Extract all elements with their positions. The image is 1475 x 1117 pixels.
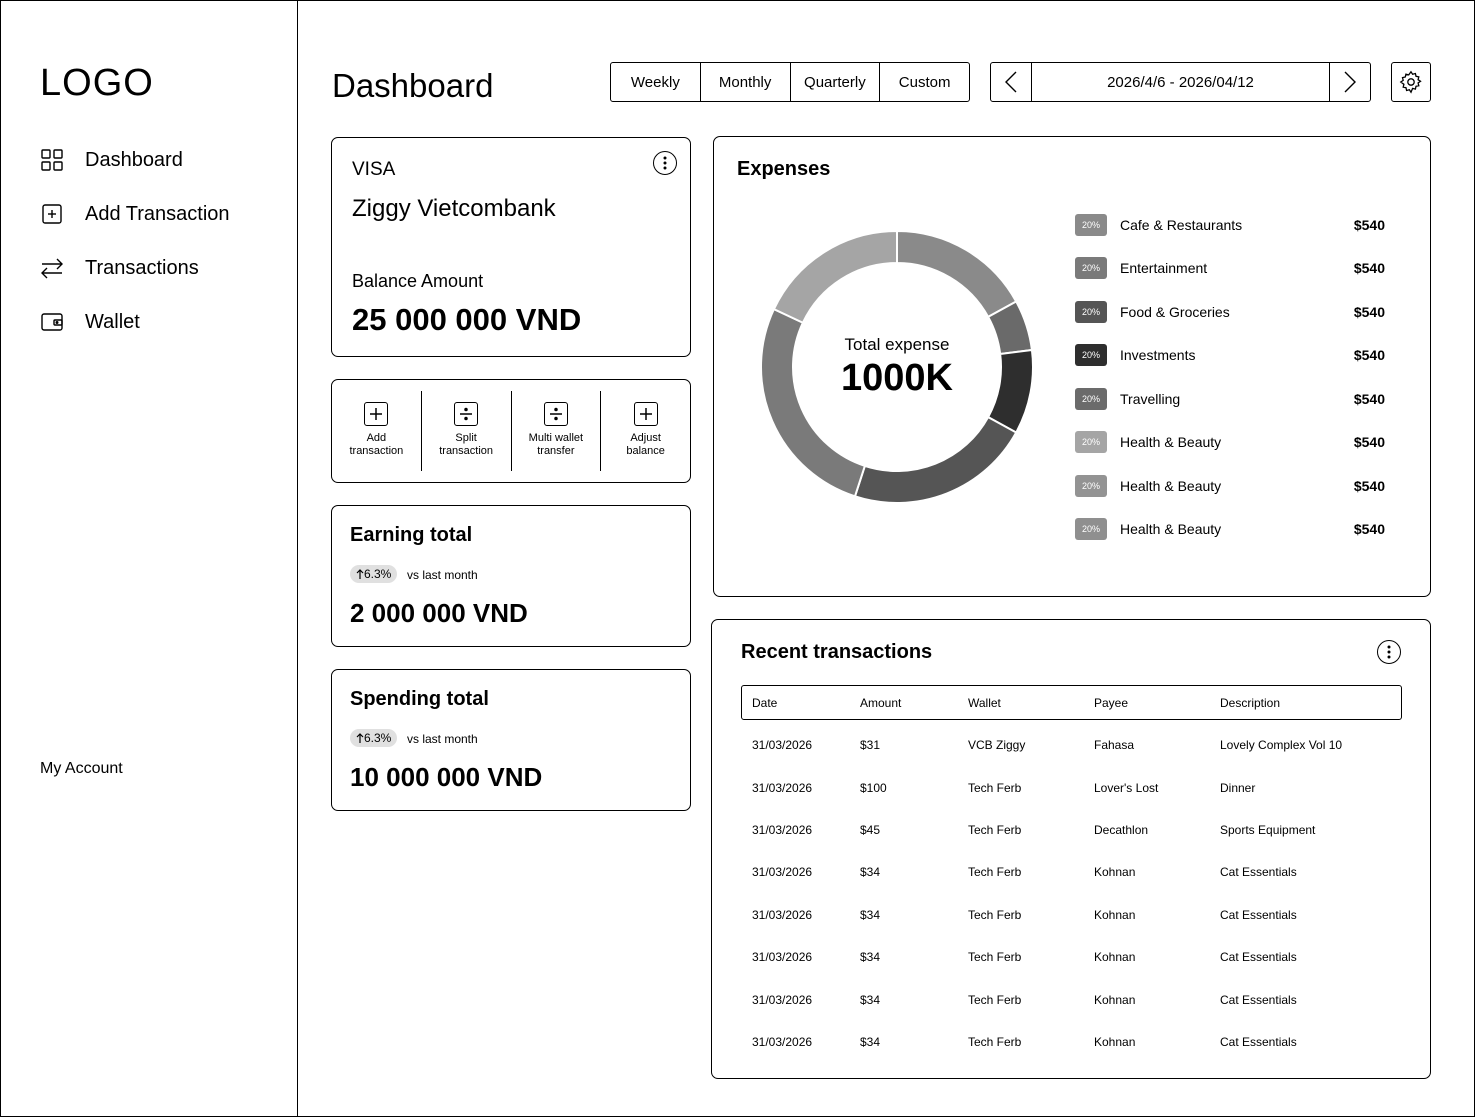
- row-wallet: Tech Ferb: [968, 950, 1022, 965]
- period-custom[interactable]: Custom: [898, 73, 951, 91]
- legend-amount: $540: [1353, 390, 1385, 407]
- next-range-button[interactable]: [1329, 63, 1370, 101]
- table-row[interactable]: [741, 936, 1402, 978]
- row-description: Cat Essentials: [1220, 907, 1297, 922]
- wallet-card: [331, 137, 691, 357]
- sidebar-item-dashboard[interactable]: [40, 133, 230, 187]
- legend-percent-chip: 20%: [1075, 301, 1107, 323]
- quick-actions: [331, 379, 691, 483]
- arrow-up-icon: [356, 569, 364, 579]
- spending-total-card: [331, 669, 691, 811]
- grid-icon: [40, 148, 64, 172]
- multi-wallet-transfer-action[interactable]: [512, 391, 602, 471]
- wallet-menu-button[interactable]: [653, 151, 677, 175]
- row-description: Dinner: [1220, 780, 1256, 795]
- legend-item[interactable]: [1075, 290, 1385, 334]
- legend-percent-chip: 20%: [1075, 518, 1107, 540]
- row-payee: Decathlon: [1094, 822, 1149, 837]
- legend-category-name: Entertainment: [1120, 260, 1208, 277]
- date-range-picker: [990, 62, 1371, 102]
- earning-compare: vs last month: [407, 568, 478, 582]
- row-payee: Kohnan: [1094, 950, 1136, 965]
- row-date: 31/03/2026: [752, 780, 813, 795]
- row-description: Sports Equipment: [1220, 822, 1316, 837]
- row-amount: $31: [860, 738, 881, 753]
- legend-amount: $540: [1353, 347, 1385, 364]
- row-date: 31/03/2026: [752, 950, 813, 965]
- row-payee: Kohnan: [1094, 865, 1136, 880]
- adjust-balance-action[interactable]: [601, 391, 690, 471]
- legend-category-name: Health & Beauty: [1120, 477, 1222, 494]
- row-date: 31/03/2026: [752, 738, 813, 753]
- column-payee[interactable]: Payee: [1094, 695, 1129, 710]
- earning-change: 6.3%: [364, 567, 392, 581]
- divide-box-icon: [454, 402, 478, 426]
- sidebar-item-label: Wallet: [85, 310, 140, 333]
- plus-box-icon: [634, 402, 658, 426]
- row-amount: $34: [860, 1034, 881, 1049]
- transactions-list: [741, 724, 1402, 1063]
- donut-segment[interactable]: [855, 417, 1016, 503]
- legend-amount: $540: [1353, 260, 1385, 277]
- legend-percent-chip: 20%: [1075, 257, 1107, 279]
- period-weekly[interactable]: Weekly: [611, 63, 701, 101]
- legend-item[interactable]: [1075, 203, 1385, 247]
- row-date: 31/03/2026: [752, 1034, 813, 1049]
- period-selector: [610, 62, 970, 102]
- swap-arrows-icon: [40, 256, 64, 280]
- table-row[interactable]: [741, 724, 1402, 766]
- my-account-link[interactable]: My Account: [40, 760, 123, 777]
- legend-item[interactable]: [1075, 464, 1385, 508]
- spending-change: 6.3%: [364, 731, 392, 745]
- row-wallet: VCB Ziggy: [968, 738, 1026, 753]
- row-description: Lovely Complex Vol 10: [1220, 738, 1343, 753]
- add-transaction-action[interactable]: [332, 391, 422, 471]
- donut-segment[interactable]: [774, 231, 897, 323]
- sidebar: [0, 0, 298, 1117]
- sidebar-item-add-transaction[interactable]: [40, 187, 230, 241]
- column-wallet[interactable]: Wallet: [968, 695, 1001, 710]
- row-date: 31/03/2026: [752, 907, 813, 922]
- row-description: Cat Essentials: [1220, 1034, 1297, 1049]
- legend-percent-chip: 20%: [1075, 475, 1107, 497]
- column-date[interactable]: Date: [752, 695, 778, 710]
- table-header: [741, 685, 1402, 720]
- row-amount: $34: [860, 865, 881, 880]
- recent-transactions-card: [711, 619, 1431, 1079]
- row-amount: $34: [860, 992, 881, 1007]
- date-range-display[interactable]: 2026/4/6 - 2026/04/12: [1107, 73, 1254, 91]
- legend-item[interactable]: [1075, 334, 1385, 378]
- row-amount: $100: [860, 780, 887, 795]
- column-description[interactable]: Description: [1220, 695, 1281, 710]
- spending-change-badge: [350, 729, 397, 747]
- spending-title: Spending total: [350, 688, 489, 710]
- expenses-title: Expenses: [737, 158, 831, 180]
- page-title: Dashboard: [332, 67, 494, 104]
- row-description: Cat Essentials: [1220, 950, 1297, 965]
- recent-title: Recent transactions: [741, 641, 933, 663]
- total-expense-label: Total expense: [844, 334, 950, 354]
- sidebar-item-label: Transactions: [85, 256, 199, 279]
- card-brand: VISA: [352, 159, 396, 180]
- legend-category-name: Investments: [1120, 347, 1196, 364]
- wallet-icon: [40, 310, 64, 334]
- balance-label: Balance Amount: [352, 271, 484, 291]
- gear-icon: [1399, 70, 1423, 94]
- action-label: Split transaction: [439, 432, 494, 457]
- row-description: Cat Essentials: [1220, 992, 1297, 1007]
- earning-total-card: [331, 505, 691, 647]
- wallet-name: Ziggy Vietcombank: [352, 195, 556, 222]
- table-row[interactable]: [741, 1021, 1402, 1063]
- plus-box-icon: [364, 402, 388, 426]
- more-vertical-icon: [663, 156, 667, 170]
- plus-square-icon: [40, 202, 64, 226]
- row-date: 31/03/2026: [752, 992, 813, 1007]
- row-wallet: Tech Ferb: [968, 1034, 1022, 1049]
- table-row[interactable]: [741, 978, 1402, 1020]
- expenses-donut-chart: [761, 231, 1033, 503]
- row-amount: $45: [860, 822, 881, 837]
- donut-segment[interactable]: [897, 231, 1016, 317]
- chevron-right-icon: [1343, 70, 1357, 94]
- row-payee: Kohnan: [1094, 907, 1136, 922]
- legend-amount: $540: [1353, 521, 1385, 538]
- action-label: Multi wallet transfer: [528, 432, 584, 457]
- row-payee: Kohnan: [1094, 1034, 1136, 1049]
- legend-percent-chip: 20%: [1075, 388, 1107, 410]
- action-label: Add transaction: [349, 432, 404, 457]
- legend-amount: $540: [1353, 303, 1385, 320]
- recent-menu-button[interactable]: [1377, 640, 1401, 664]
- settings-button[interactable]: [1391, 62, 1431, 102]
- legend-item[interactable]: [1075, 247, 1385, 291]
- sidebar-item-label: Add Transaction: [85, 202, 230, 225]
- legend-item[interactable]: [1075, 508, 1385, 552]
- earning-title: Earning total: [350, 524, 473, 546]
- row-wallet: Tech Ferb: [968, 822, 1022, 837]
- sidebar-item-wallet[interactable]: [40, 295, 230, 349]
- table-row[interactable]: [741, 766, 1402, 808]
- action-label: Adjust balance: [626, 432, 665, 457]
- legend-amount: $540: [1353, 434, 1385, 451]
- row-payee: Fahasa: [1094, 738, 1135, 753]
- row-amount: $34: [860, 907, 881, 922]
- divide-box-icon: [544, 402, 568, 426]
- previous-range-button[interactable]: [991, 63, 1032, 101]
- legend-category-name: Cafe & Restaurants: [1120, 216, 1243, 233]
- table-row[interactable]: [741, 851, 1402, 893]
- sidebar-item-label: Dashboard: [85, 148, 183, 171]
- column-amount[interactable]: Amount: [860, 695, 902, 710]
- legend-item[interactable]: [1075, 377, 1385, 421]
- expenses-card: [713, 136, 1431, 597]
- row-amount: $34: [860, 950, 881, 965]
- chevron-left-icon: [1004, 70, 1018, 94]
- legend-percent-chip: 20%: [1075, 431, 1107, 453]
- earning-amount: 2 000 000 VND: [350, 598, 528, 628]
- legend-item[interactable]: [1075, 421, 1385, 465]
- legend-category-name: Health & Beauty: [1120, 521, 1222, 538]
- legend-percent-chip: 20%: [1075, 344, 1107, 366]
- more-vertical-icon: [1387, 645, 1391, 659]
- logo: LOGO: [40, 62, 154, 104]
- row-payee: Lover's Lost: [1094, 780, 1159, 795]
- arrow-up-icon: [356, 733, 364, 743]
- legend-amount: $540: [1353, 216, 1385, 233]
- earning-change-badge: [350, 565, 397, 583]
- spending-compare: vs last month: [407, 732, 478, 746]
- expenses-legend: [1075, 203, 1385, 551]
- row-date: 31/03/2026: [752, 822, 813, 837]
- legend-percent-chip: 20%: [1075, 214, 1107, 236]
- period-quarterly[interactable]: Quarterly: [791, 63, 881, 101]
- sidebar-item-transactions[interactable]: [40, 241, 230, 295]
- row-description: Cat Essentials: [1220, 865, 1297, 880]
- table-row[interactable]: [741, 894, 1402, 936]
- row-date: 31/03/2026: [752, 865, 813, 880]
- row-wallet: Tech Ferb: [968, 907, 1022, 922]
- row-wallet: Tech Ferb: [968, 992, 1022, 1007]
- row-wallet: Tech Ferb: [968, 780, 1022, 795]
- sidebar-nav: [40, 133, 230, 349]
- donut-segment[interactable]: [761, 309, 865, 496]
- split-transaction-action[interactable]: [422, 391, 512, 471]
- total-expense-value: 1000K: [841, 356, 953, 399]
- table-row[interactable]: [741, 809, 1402, 851]
- balance-amount: 25 000 000 VND: [352, 302, 582, 337]
- legend-category-name: Travelling: [1120, 390, 1181, 407]
- period-monthly[interactable]: Monthly: [701, 63, 791, 101]
- legend-category-name: Food & Groceries: [1120, 303, 1230, 320]
- legend-category-name: Health & Beauty: [1120, 434, 1222, 451]
- row-wallet: Tech Ferb: [968, 865, 1022, 880]
- row-payee: Kohnan: [1094, 992, 1136, 1007]
- spending-amount: 10 000 000 VND: [350, 762, 543, 792]
- legend-amount: $540: [1353, 477, 1385, 494]
